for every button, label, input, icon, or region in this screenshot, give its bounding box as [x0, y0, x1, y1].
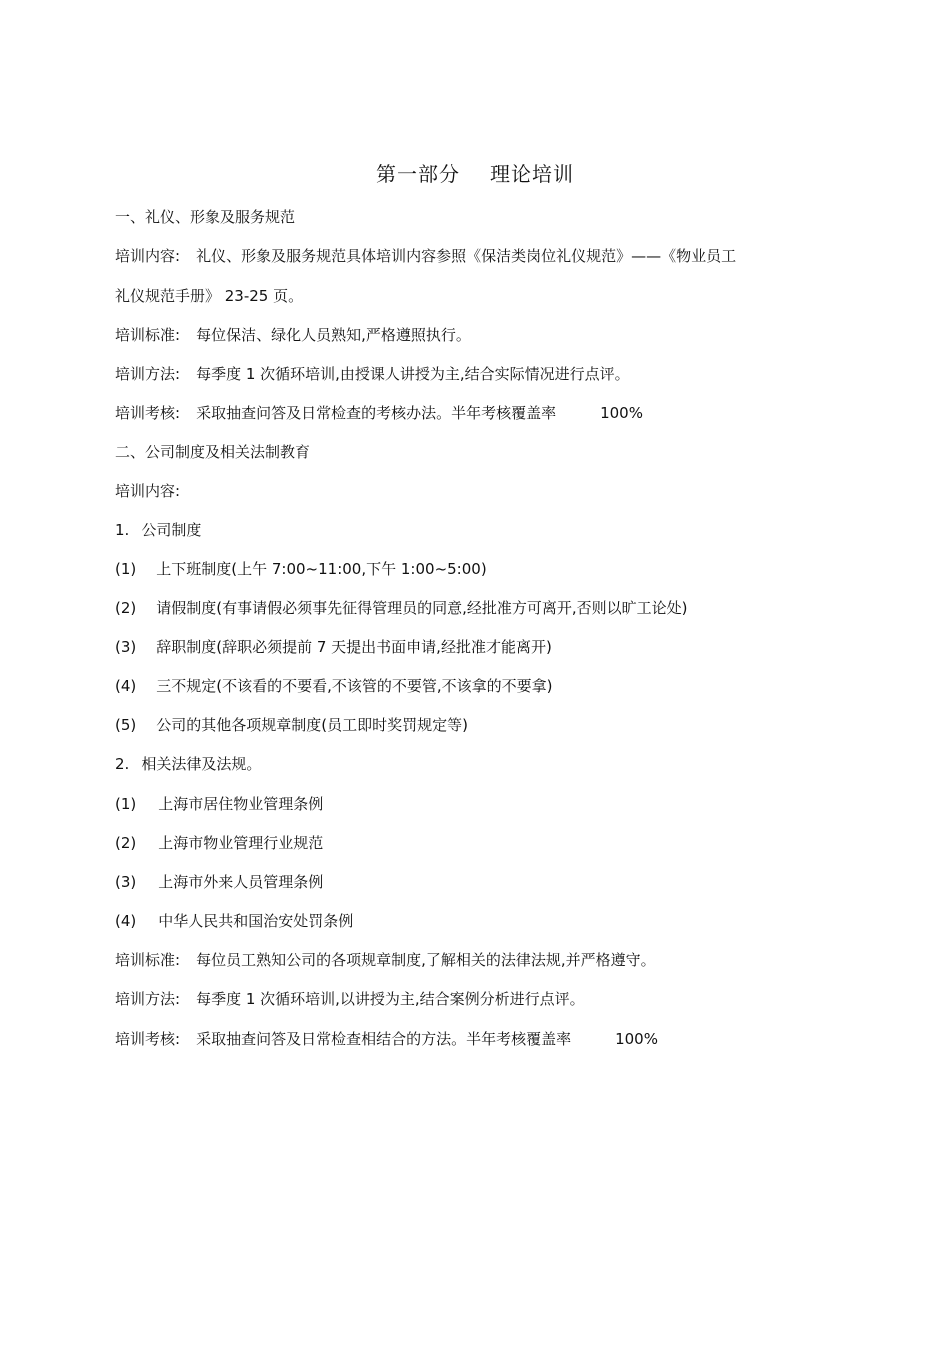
list-item [115, 715, 468, 735]
sub1-title: 公司制度 [141, 521, 202, 539]
section2-standard [115, 950, 656, 970]
list-item [115, 598, 688, 618]
item-text: 中华人民共和国治安处罚条例 [158, 912, 354, 930]
assess-label: 培训考核: [115, 1030, 181, 1048]
item-text: 上海市物业管理行业规范 [158, 834, 324, 852]
list-item [115, 872, 323, 892]
assess-text: 采取抽查问答及日常检查相结合的方法。半年考核覆盖率 [196, 1030, 572, 1048]
method-label: 培训方法: [115, 365, 181, 383]
item-num: (1) [115, 795, 137, 813]
assess-label: 培训考核: [115, 404, 181, 422]
method-text: 每季度 1 次循环培训,由授课人讲授为主,结合实际情况进行点评。 [196, 365, 630, 383]
title-name: 理论培训 [490, 162, 574, 186]
standard-text: 每位保洁、绿化人员熟知,严格遵照执行。 [196, 326, 471, 344]
item-num: (4) [115, 912, 137, 930]
item-num: (3) [115, 873, 137, 891]
item-num: (1) [115, 560, 137, 578]
sub1-heading [115, 520, 201, 540]
section1-heading: 一、礼仪、形象及服务规范 [115, 208, 296, 226]
section1-method [115, 364, 630, 384]
list-item [115, 833, 323, 853]
list-item [115, 911, 353, 931]
list-item [115, 794, 323, 814]
item-num: (2) [115, 599, 137, 617]
sub2-heading [115, 754, 261, 774]
standard-text: 每位员工熟知公司的各项规章制度,了解相关的法律法规,并严格遵守。 [196, 951, 656, 969]
section1-content [115, 246, 736, 266]
method-text: 每季度 1 次循环培训,以讲授为主,结合案例分析进行点评。 [196, 990, 585, 1008]
title-part: 第一部分 [376, 162, 460, 186]
assess-text: 采取抽查问答及日常检查的考核办法。半年考核覆盖率 [196, 404, 557, 422]
section2-heading: 二、公司制度及相关法制教育 [115, 443, 311, 461]
assess-rate: 100% [600, 404, 643, 422]
assess-rate: 100% [615, 1030, 658, 1048]
method-label: 培训方法: [115, 990, 181, 1008]
item-text: 三不规定(不该看的不要看,不该管的不要管,不该拿的不要拿) [156, 677, 553, 695]
sub1-num: 1. [115, 521, 130, 539]
sub2-num: 2. [115, 755, 130, 773]
item-text: 辞职制度(辞职必须提前 7 天提出书面申请,经批准才能离开) [156, 638, 552, 656]
section1-standard [115, 325, 471, 345]
section1-assess [115, 403, 643, 423]
standard-label: 培训标准: [115, 326, 181, 344]
list-item [115, 676, 553, 696]
item-text: 上下班制度(上午 7:00~11:00,下午 1:00~5:00) [156, 560, 487, 578]
content-label: 培训内容: [115, 247, 181, 265]
sub2-title: 相关法律及法规。 [141, 755, 262, 773]
item-text: 公司的其他各项规章制度(员工即时奖罚规定等) [156, 716, 468, 734]
item-num: (2) [115, 834, 137, 852]
item-num: (3) [115, 638, 137, 656]
item-text: 请假制度(有事请假必须事先征得管理员的同意,经批准方可离开,否则以旷工论处) [156, 599, 688, 617]
item-num: (5) [115, 716, 137, 734]
page-title [0, 158, 950, 187]
standard-label: 培训标准: [115, 951, 181, 969]
section2-method [115, 989, 585, 1009]
content-text: 礼仪、形象及服务规范具体培训内容参照《保洁类岗位礼仪规范》——《物业员工 [196, 247, 737, 265]
section2-content-label: 培训内容: [115, 482, 181, 500]
list-item [115, 637, 552, 657]
list-item [115, 559, 487, 579]
item-text: 上海市居住物业管理条例 [158, 795, 324, 813]
item-num: (4) [115, 677, 137, 695]
section1-content-cont: 礼仪规范手册》 23-25 页。 [115, 287, 304, 305]
section2-assess [115, 1029, 658, 1049]
item-text: 上海市外来人员管理条例 [158, 873, 324, 891]
